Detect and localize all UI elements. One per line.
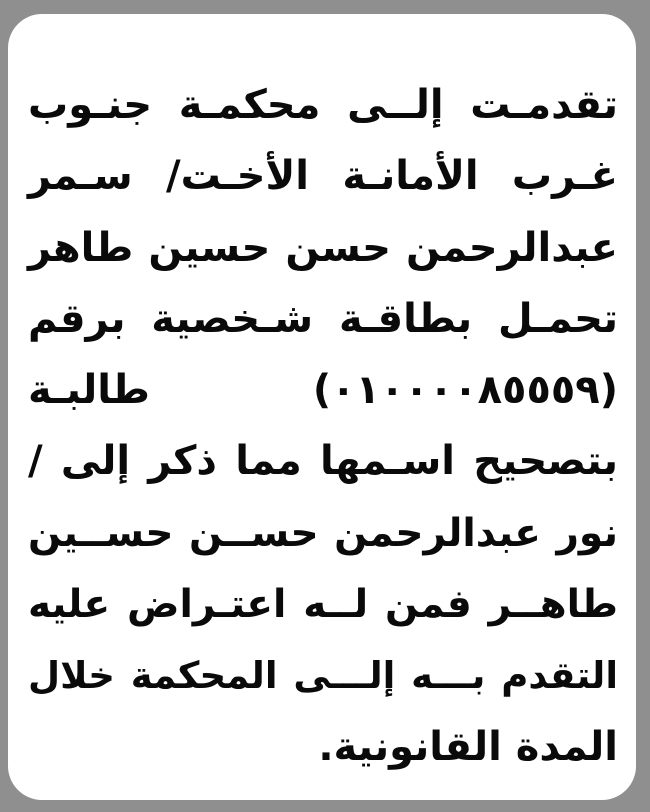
notice-line-2: غـرب الأمانـة الأخـت/ سـمر — [28, 153, 618, 200]
notice-line-8: طاهــر فمن لــه اعتـراض عليه — [28, 582, 618, 628]
notice-line-5: (٠١٠٠٠٠٨٥٥٥٩) طالبـة — [28, 367, 618, 414]
notice-line-10: المدة القانونية. — [318, 723, 618, 770]
notice-line-6: بتصحيح اسـمها مما ذكر إلى / — [28, 438, 618, 485]
notice-body — [28, 70, 618, 783]
notice-line-7: نور عبدالرحمن حســن حســين — [28, 510, 618, 556]
notice-frame — [8, 14, 636, 800]
notice-line-4: تحمـل بطاقـة شـخصية برقم — [28, 295, 618, 342]
notice-line-3: عبدالرحمن حسن حسين طاهر — [28, 224, 618, 271]
notice-line-1: تقدمـت إلــى محكمـة جنـوب — [28, 82, 618, 128]
notice-line-9: التقدم بـــه إلـــى المحكمة خلال — [28, 654, 618, 698]
